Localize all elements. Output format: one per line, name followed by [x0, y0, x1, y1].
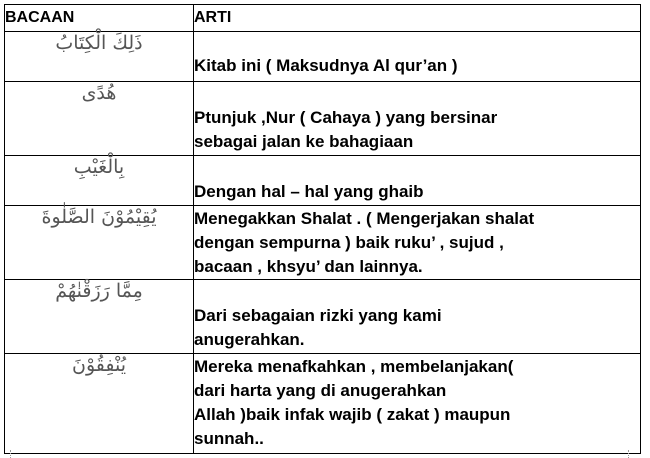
table-header-row — [5, 5, 641, 32]
meaning-line: bacaan , khsyu’ dan lainnya. — [194, 257, 423, 276]
arabic-word: مِمَّا رَزَقْنٰهُمْ — [5, 280, 194, 354]
meaning-line: sebagai jalan ke bahagiaan — [194, 132, 414, 151]
arabic-word: يُنْفِقُوْنَ — [5, 354, 194, 454]
arabic-word: بِالْغَيْبِ — [5, 156, 194, 206]
meaning-cell — [194, 82, 641, 156]
arabic-word: ذَلِكَ الْكِتَابُ — [5, 32, 194, 82]
meaning-line: dari harta yang di anugerahkan — [194, 381, 447, 400]
meaning-line: Ptunjuk ,Nur ( Cahaya ) yang bersinar — [194, 108, 498, 127]
header-arti: ARTI — [194, 5, 641, 32]
meaning-cell — [194, 32, 641, 82]
meaning-line: Mereka menafkahkan , membelanjakan( — [194, 357, 514, 376]
meaning-line: Menegakkan Shalat . ( Mengerjakan shalat — [194, 209, 535, 228]
meaning-line: anugerahkan. — [194, 330, 305, 349]
arabic-word: يُقِيْمُوْنَ الصَّلٰوةَ — [5, 206, 194, 280]
table-row — [5, 82, 641, 156]
meaning-line: sunnah.. — [194, 429, 264, 448]
table-row — [5, 354, 641, 454]
meaning-line: Dari sebagaian rizki yang kami — [194, 306, 442, 325]
meaning-cell — [194, 280, 641, 354]
header-bacaan: BACAAN — [5, 5, 194, 32]
table-row — [5, 206, 641, 280]
margin-guide-right — [628, 450, 629, 458]
meaning-line: dengan sempurna ) baik ruku’ , sujud , — [194, 233, 504, 252]
table-row — [5, 280, 641, 354]
vocabulary-table — [4, 4, 641, 454]
meaning-cell — [194, 354, 641, 454]
margin-guide-left — [10, 450, 11, 458]
meaning-cell — [194, 206, 641, 280]
arabic-word: هُدًى — [5, 82, 194, 156]
table-row — [5, 156, 641, 206]
meaning-line: Allah )baik infak wajib ( zakat ) maupun — [194, 405, 511, 424]
table-row — [5, 32, 641, 82]
meaning-line: Dengan hal – hal yang ghaib — [194, 182, 424, 201]
meaning-line: Kitab ini ( Maksudnya Al qur’an ) — [194, 56, 458, 75]
meaning-cell — [194, 156, 641, 206]
